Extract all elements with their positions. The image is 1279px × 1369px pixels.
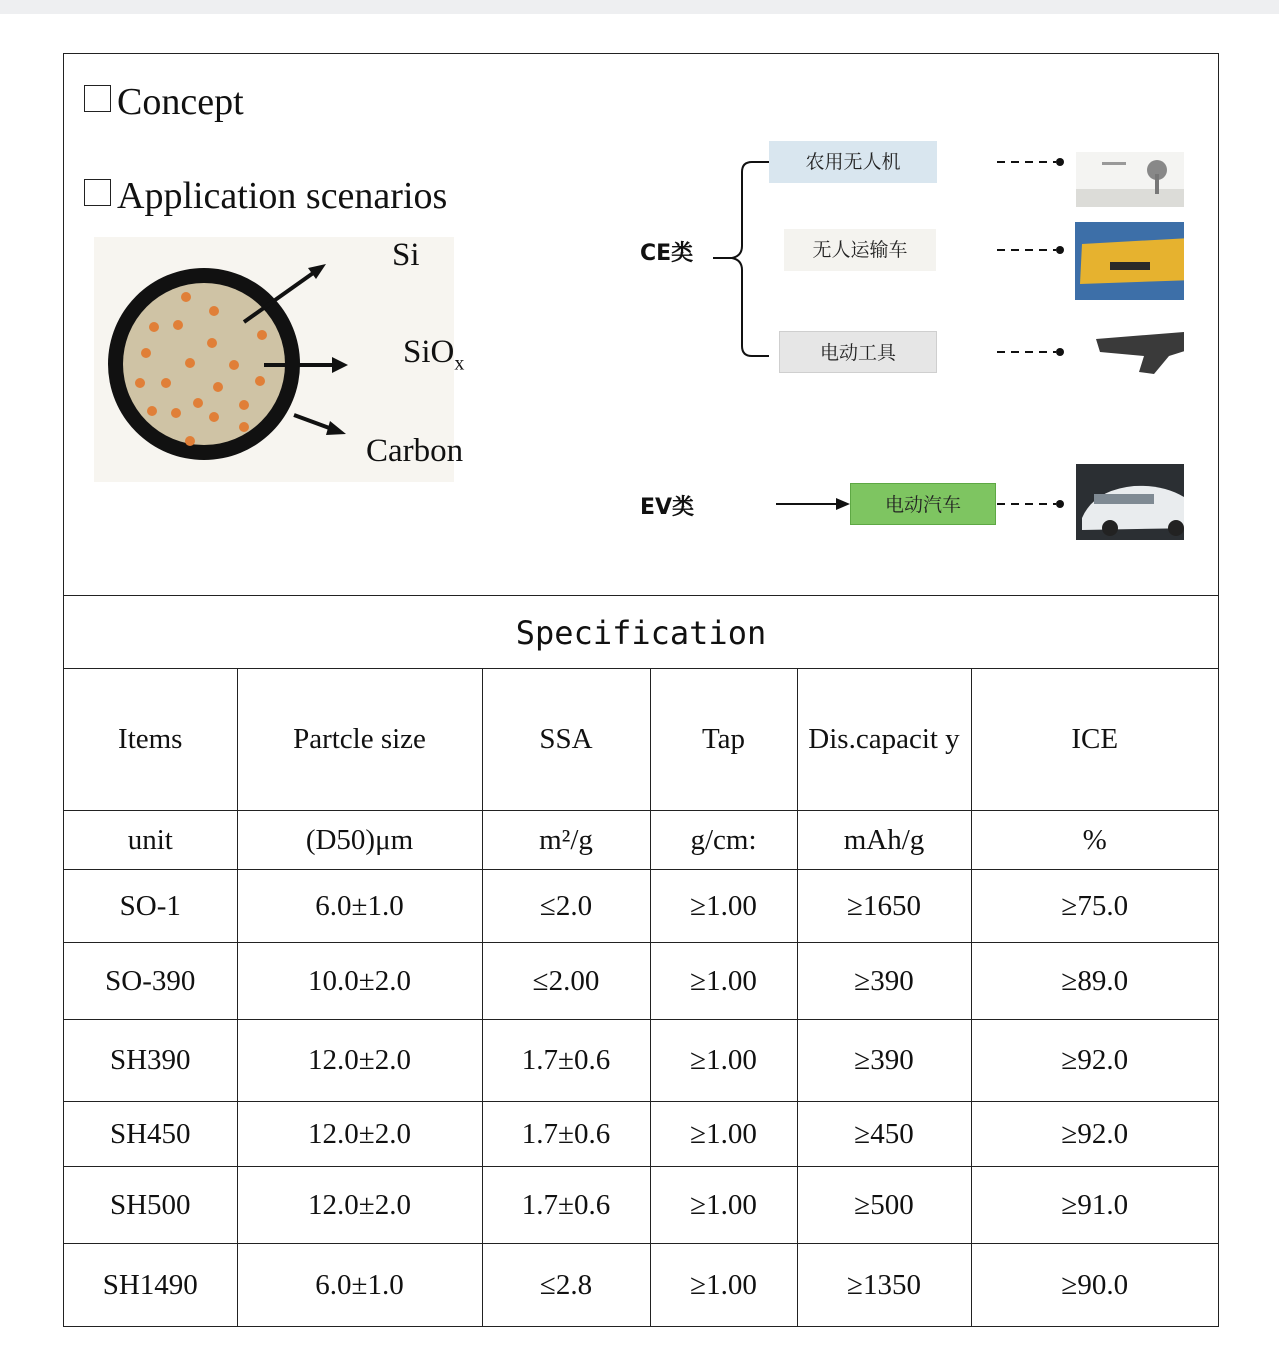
spec-title: Specification	[64, 596, 1218, 669]
header-cell: Items	[64, 668, 237, 810]
concept-bullet	[84, 80, 244, 124]
table-cell: ≥91.0	[971, 1166, 1218, 1243]
table-row	[64, 1166, 1218, 1243]
table-cell: ≥390	[797, 942, 971, 1019]
table-cell: 6.0±1.0	[237, 869, 482, 942]
table-cell: ≤2.0	[482, 869, 650, 942]
table-cell: ≥1.00	[650, 1019, 797, 1101]
table-cell: SH500	[64, 1166, 237, 1243]
application-bullet	[84, 174, 447, 218]
table-cell: SH390	[64, 1019, 237, 1101]
table-cell: ≥1.00	[650, 1166, 797, 1243]
unit-cell: (D50)μm	[237, 810, 482, 869]
table-cell: ≥1.00	[650, 1101, 797, 1166]
table-cell: 12.0±2.0	[237, 1019, 482, 1101]
table-row	[64, 1019, 1218, 1101]
unit-cell: m²/g	[482, 810, 650, 869]
table-cell: 10.0±2.0	[237, 942, 482, 1019]
table-cell: ≥89.0	[971, 942, 1218, 1019]
table-cell: 1.7±0.6	[482, 1166, 650, 1243]
checkbox-icon	[84, 85, 111, 112]
unit-cell: mAh/g	[797, 810, 971, 869]
table-cell: ≥1650	[797, 869, 971, 942]
tag-power-tool: 电动工具	[779, 331, 937, 373]
table-cell: 1.7±0.6	[482, 1019, 650, 1101]
application-diagram	[624, 134, 1184, 554]
carbon-label: Carbon	[366, 433, 464, 469]
header-cell: ICE	[971, 668, 1218, 810]
table-cell: ≥500	[797, 1166, 971, 1243]
table-cell: ≥1.00	[650, 942, 797, 1019]
tag-agri-drone: 农用无人机	[769, 141, 937, 183]
table-cell: ≥450	[797, 1101, 971, 1166]
siox-label: SiO$_x$	[403, 334, 465, 375]
transport-vehicle-image	[1075, 222, 1184, 300]
table-cell: 12.0±2.0	[237, 1166, 482, 1243]
table-cell: 6.0±1.0	[237, 1243, 482, 1327]
table-row	[64, 942, 1218, 1019]
particle-diagram	[94, 237, 465, 482]
application-label: Application scenarios	[117, 175, 448, 217]
table-cell: ≥90.0	[971, 1243, 1218, 1327]
table-cell: ≥92.0	[971, 1101, 1218, 1166]
tag-electric-car: 电动汽车	[850, 483, 996, 525]
power-tool-image	[1096, 332, 1184, 374]
spec-table	[64, 668, 1218, 1327]
drone-image	[1076, 152, 1184, 207]
header-cell: Dis.capacit y	[797, 668, 971, 810]
table-cell: SO-390	[64, 942, 237, 1019]
table-cell: ≥1350	[797, 1243, 971, 1327]
ev-category-label: EV类	[640, 495, 695, 520]
ce-category-label: CE类	[640, 241, 694, 266]
table-cell: ≤2.8	[482, 1243, 650, 1327]
table-cell: SH450	[64, 1101, 237, 1166]
table-cell: SO-1	[64, 869, 237, 942]
header-cell: Partcle size	[237, 668, 482, 810]
table-cell: ≤2.00	[482, 942, 650, 1019]
table-cell: 12.0±2.0	[237, 1101, 482, 1166]
table-row	[64, 1101, 1218, 1166]
checkbox-icon	[84, 179, 111, 206]
unit-cell: %	[971, 810, 1218, 869]
header-cell: SSA	[482, 668, 650, 810]
header-row	[64, 668, 1218, 810]
table-cell: ≥390	[797, 1019, 971, 1101]
tag-unmanned-vehicle: 无人运输车	[784, 229, 936, 271]
table-cell: ≥1.00	[650, 1243, 797, 1327]
table-cell: ≥92.0	[971, 1019, 1218, 1101]
si-label: Si	[392, 237, 420, 273]
unit-cell: unit	[64, 810, 237, 869]
unit-cell: g/cm:	[650, 810, 797, 869]
concept-label: Concept	[117, 81, 244, 123]
electric-car-image	[1076, 464, 1184, 540]
top-bar	[0, 0, 1279, 14]
table-cell: 1.7±0.6	[482, 1101, 650, 1166]
table-cell: SH1490	[64, 1243, 237, 1327]
table-row	[64, 1243, 1218, 1327]
unit-row	[64, 810, 1218, 869]
header-cell: Tap	[650, 668, 797, 810]
table-row	[64, 869, 1218, 942]
table-cell: ≥75.0	[971, 869, 1218, 942]
document-frame	[63, 53, 1219, 1327]
table-cell: ≥1.00	[650, 869, 797, 942]
concept-section	[64, 54, 1218, 596]
